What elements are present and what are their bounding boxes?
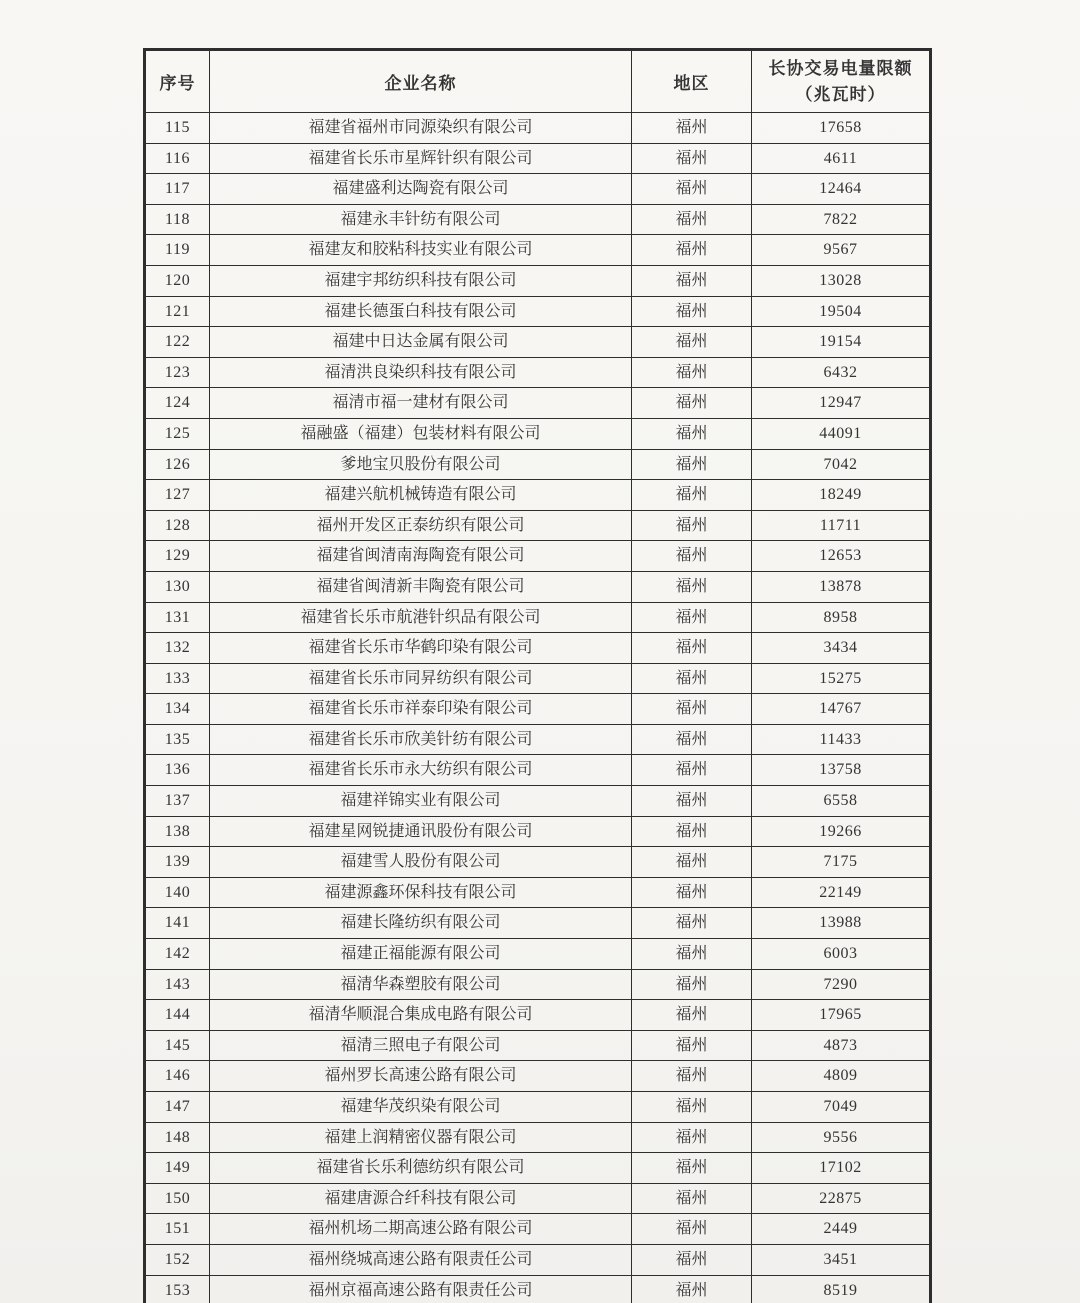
company-name-cell: 福建上润精密仪器有限公司 [210, 1122, 632, 1153]
company-name-cell: 福建盛利达陶瓷有限公司 [210, 174, 632, 205]
quota-value-cell: 17965 [752, 1000, 931, 1031]
quota-value-cell: 19154 [752, 327, 931, 358]
row-index-cell: 121 [145, 296, 210, 327]
company-name-cell: 福建省闽清新丰陶瓷有限公司 [210, 571, 632, 602]
quota-value-cell: 15275 [752, 663, 931, 694]
company-name-cell: 福清三照电子有限公司 [210, 1030, 632, 1061]
company-name-cell: 福建省长乐利德纺织有限公司 [210, 1153, 632, 1184]
table-row [145, 694, 931, 725]
row-index-cell: 141 [145, 908, 210, 939]
quota-value-cell: 12653 [752, 541, 931, 572]
company-name-cell: 福清市福一建材有限公司 [210, 388, 632, 419]
region-cell: 福州 [632, 174, 752, 205]
region-cell: 福州 [632, 510, 752, 541]
table-row [145, 1030, 931, 1061]
table-row [145, 939, 931, 970]
region-cell: 福州 [632, 663, 752, 694]
row-index-cell: 147 [145, 1092, 210, 1123]
quota-value-cell: 18249 [752, 480, 931, 511]
row-index-cell: 139 [145, 847, 210, 878]
region-cell: 福州 [632, 204, 752, 235]
header-row [145, 50, 931, 113]
company-name-cell: 福建唐源合纤科技有限公司 [210, 1183, 632, 1214]
company-name-cell: 福建祥锦实业有限公司 [210, 786, 632, 817]
table-body [145, 113, 931, 1303]
table-row [145, 388, 931, 419]
region-cell: 福州 [632, 1122, 752, 1153]
region-cell: 福州 [632, 908, 752, 939]
region-cell: 福州 [632, 449, 752, 480]
company-name-cell: 福建省长乐市祥泰印染有限公司 [210, 694, 632, 725]
row-index-cell: 152 [145, 1244, 210, 1275]
row-index-cell: 143 [145, 969, 210, 1000]
region-cell: 福州 [632, 113, 752, 144]
quota-value-cell: 6003 [752, 939, 931, 970]
quota-value-cell: 7822 [752, 204, 931, 235]
quota-value-cell: 7049 [752, 1092, 931, 1123]
quota-value-cell: 9556 [752, 1122, 931, 1153]
table-row [145, 1244, 931, 1275]
table-row [145, 1000, 931, 1031]
company-name-cell: 福建正福能源有限公司 [210, 939, 632, 970]
quota-value-cell: 17102 [752, 1153, 931, 1184]
row-index-cell: 149 [145, 1153, 210, 1184]
row-index-cell: 146 [145, 1061, 210, 1092]
quota-value-cell: 7042 [752, 449, 931, 480]
quota-value-cell: 22149 [752, 877, 931, 908]
company-name-cell: 福州京福高速公路有限责任公司 [210, 1275, 632, 1303]
region-cell: 福州 [632, 1244, 752, 1275]
table-row [145, 235, 931, 266]
table-row [145, 510, 931, 541]
quota-value-cell: 4873 [752, 1030, 931, 1061]
table-row [145, 755, 931, 786]
col-header-index: 序号 [145, 50, 210, 113]
region-cell: 福州 [632, 633, 752, 664]
quota-table [143, 48, 932, 1303]
quota-value-cell: 19504 [752, 296, 931, 327]
quota-value-cell: 13988 [752, 908, 931, 939]
row-index-cell: 119 [145, 235, 210, 266]
quota-value-cell: 44091 [752, 418, 931, 449]
table-row [145, 816, 931, 847]
col-header-quota-unit: （兆瓦时） [795, 84, 886, 104]
row-index-cell: 153 [145, 1275, 210, 1303]
company-name-cell: 福建星网锐捷通讯股份有限公司 [210, 816, 632, 847]
row-index-cell: 133 [145, 663, 210, 694]
quota-value-cell: 8958 [752, 602, 931, 633]
region-cell: 福州 [632, 969, 752, 1000]
table-row [145, 327, 931, 358]
row-index-cell: 144 [145, 1000, 210, 1031]
region-cell: 福州 [632, 847, 752, 878]
table-row [145, 113, 931, 144]
region-cell: 福州 [632, 265, 752, 296]
quota-value-cell: 7290 [752, 969, 931, 1000]
quota-value-cell: 8519 [752, 1275, 931, 1303]
quota-value-cell: 11433 [752, 724, 931, 755]
region-cell: 福州 [632, 418, 752, 449]
row-index-cell: 123 [145, 357, 210, 388]
row-index-cell: 148 [145, 1122, 210, 1153]
quota-value-cell: 2449 [752, 1214, 931, 1245]
row-index-cell: 122 [145, 327, 210, 358]
region-cell: 福州 [632, 143, 752, 174]
company-name-cell: 福清洪良染织科技有限公司 [210, 357, 632, 388]
region-cell: 福州 [632, 357, 752, 388]
company-name-cell: 福建省长乐市星辉针织有限公司 [210, 143, 632, 174]
region-cell: 福州 [632, 1214, 752, 1245]
quota-value-cell: 3451 [752, 1244, 931, 1275]
region-cell: 福州 [632, 1061, 752, 1092]
quota-value-cell: 12464 [752, 174, 931, 205]
region-cell: 福州 [632, 1183, 752, 1214]
table-row [145, 1214, 931, 1245]
table-row [145, 1122, 931, 1153]
table-row [145, 663, 931, 694]
quota-value-cell: 19266 [752, 816, 931, 847]
row-index-cell: 117 [145, 174, 210, 205]
company-name-cell: 福建省闽清南海陶瓷有限公司 [210, 541, 632, 572]
row-index-cell: 120 [145, 265, 210, 296]
company-name-cell: 福建宇邦纺织科技有限公司 [210, 265, 632, 296]
quota-value-cell: 9567 [752, 235, 931, 266]
table-header [145, 50, 931, 113]
row-index-cell: 118 [145, 204, 210, 235]
company-name-cell: 福融盛（福建）包装材料有限公司 [210, 418, 632, 449]
company-name-cell: 福建兴航机械铸造有限公司 [210, 480, 632, 511]
company-name-cell: 福州开发区正泰纺织有限公司 [210, 510, 632, 541]
region-cell: 福州 [632, 724, 752, 755]
table-row [145, 1092, 931, 1123]
quota-value-cell: 13028 [752, 265, 931, 296]
company-name-cell: 福建源鑫环保科技有限公司 [210, 877, 632, 908]
region-cell: 福州 [632, 235, 752, 266]
row-index-cell: 129 [145, 541, 210, 572]
region-cell: 福州 [632, 1275, 752, 1303]
region-cell: 福州 [632, 755, 752, 786]
col-header-region: 地区 [632, 50, 752, 113]
table-row [145, 1183, 931, 1214]
company-name-cell: 福州罗长高速公路有限公司 [210, 1061, 632, 1092]
table-row [145, 571, 931, 602]
company-name-cell: 福建省长乐市同昇纺织有限公司 [210, 663, 632, 694]
table-row [145, 724, 931, 755]
company-name-cell: 福建友和胶粘科技实业有限公司 [210, 235, 632, 266]
region-cell: 福州 [632, 877, 752, 908]
table-row [145, 633, 931, 664]
region-cell: 福州 [632, 602, 752, 633]
region-cell: 福州 [632, 296, 752, 327]
table-row [145, 877, 931, 908]
region-cell: 福州 [632, 327, 752, 358]
table-row [145, 1153, 931, 1184]
row-index-cell: 126 [145, 449, 210, 480]
table-row [145, 204, 931, 235]
company-name-cell: 福建省福州市同源染织有限公司 [210, 113, 632, 144]
region-cell: 福州 [632, 816, 752, 847]
company-name-cell: 福建长德蛋白科技有限公司 [210, 296, 632, 327]
quota-value-cell: 6432 [752, 357, 931, 388]
table-row [145, 296, 931, 327]
region-cell: 福州 [632, 1153, 752, 1184]
table-row [145, 786, 931, 817]
table-row [145, 908, 931, 939]
region-cell: 福州 [632, 1092, 752, 1123]
region-cell: 福州 [632, 571, 752, 602]
row-index-cell: 145 [145, 1030, 210, 1061]
row-index-cell: 140 [145, 877, 210, 908]
table-row [145, 143, 931, 174]
quota-value-cell: 7175 [752, 847, 931, 878]
table-row [145, 357, 931, 388]
row-index-cell: 124 [145, 388, 210, 419]
row-index-cell: 128 [145, 510, 210, 541]
company-name-cell: 福建长隆纺织有限公司 [210, 908, 632, 939]
row-index-cell: 135 [145, 724, 210, 755]
row-index-cell: 138 [145, 816, 210, 847]
table-row [145, 418, 931, 449]
row-index-cell: 142 [145, 939, 210, 970]
row-index-cell: 151 [145, 1214, 210, 1245]
row-index-cell: 116 [145, 143, 210, 174]
company-name-cell: 福建华茂织染有限公司 [210, 1092, 632, 1123]
table-row [145, 541, 931, 572]
company-name-cell: 福清华顺混合集成电路有限公司 [210, 1000, 632, 1031]
row-index-cell: 127 [145, 480, 210, 511]
region-cell: 福州 [632, 694, 752, 725]
quota-value-cell: 4611 [752, 143, 931, 174]
row-index-cell: 125 [145, 418, 210, 449]
company-name-cell: 福建省长乐市航港针织品有限公司 [210, 602, 632, 633]
company-name-cell: 福建省长乐市欣美针纺有限公司 [210, 724, 632, 755]
quota-value-cell: 13878 [752, 571, 931, 602]
table-row [145, 602, 931, 633]
region-cell: 福州 [632, 541, 752, 572]
region-cell: 福州 [632, 1030, 752, 1061]
quota-value-cell: 4809 [752, 1061, 931, 1092]
table-row [145, 449, 931, 480]
company-name-cell: 福建省长乐市华鹤印染有限公司 [210, 633, 632, 664]
quota-value-cell: 22875 [752, 1183, 931, 1214]
quota-value-cell: 3434 [752, 633, 931, 664]
company-name-cell: 福建中日达金属有限公司 [210, 327, 632, 358]
col-header-quota-title: 长协交易电量限额 [768, 58, 913, 78]
table-row [145, 265, 931, 296]
quota-value-cell: 12947 [752, 388, 931, 419]
quota-value-cell: 13758 [752, 755, 931, 786]
table-row [145, 969, 931, 1000]
table-row [145, 480, 931, 511]
region-cell: 福州 [632, 786, 752, 817]
company-name-cell: 福州绕城高速公路有限责任公司 [210, 1244, 632, 1275]
company-name-cell: 福建省长乐市永大纺织有限公司 [210, 755, 632, 786]
table-row [145, 1275, 931, 1303]
table-row [145, 1061, 931, 1092]
row-index-cell: 115 [145, 113, 210, 144]
row-index-cell: 134 [145, 694, 210, 725]
company-name-cell: 福建永丰针纺有限公司 [210, 204, 632, 235]
row-index-cell: 136 [145, 755, 210, 786]
company-name-cell: 爹地宝贝股份有限公司 [210, 449, 632, 480]
row-index-cell: 150 [145, 1183, 210, 1214]
region-cell: 福州 [632, 388, 752, 419]
table-row [145, 847, 931, 878]
company-name-cell: 福清华森塑胶有限公司 [210, 969, 632, 1000]
row-index-cell: 132 [145, 633, 210, 664]
row-index-cell: 137 [145, 786, 210, 817]
region-cell: 福州 [632, 1000, 752, 1031]
quota-value-cell: 14767 [752, 694, 931, 725]
col-header-company: 企业名称 [210, 50, 632, 113]
row-index-cell: 131 [145, 602, 210, 633]
quota-value-cell: 6558 [752, 786, 931, 817]
row-index-cell: 130 [145, 571, 210, 602]
table-row [145, 174, 931, 205]
company-name-cell: 福建雪人股份有限公司 [210, 847, 632, 878]
quota-value-cell: 17658 [752, 113, 931, 144]
quota-value-cell: 11711 [752, 510, 931, 541]
region-cell: 福州 [632, 939, 752, 970]
col-header-quota [752, 50, 931, 113]
company-name-cell: 福州机场二期高速公路有限公司 [210, 1214, 632, 1245]
region-cell: 福州 [632, 480, 752, 511]
